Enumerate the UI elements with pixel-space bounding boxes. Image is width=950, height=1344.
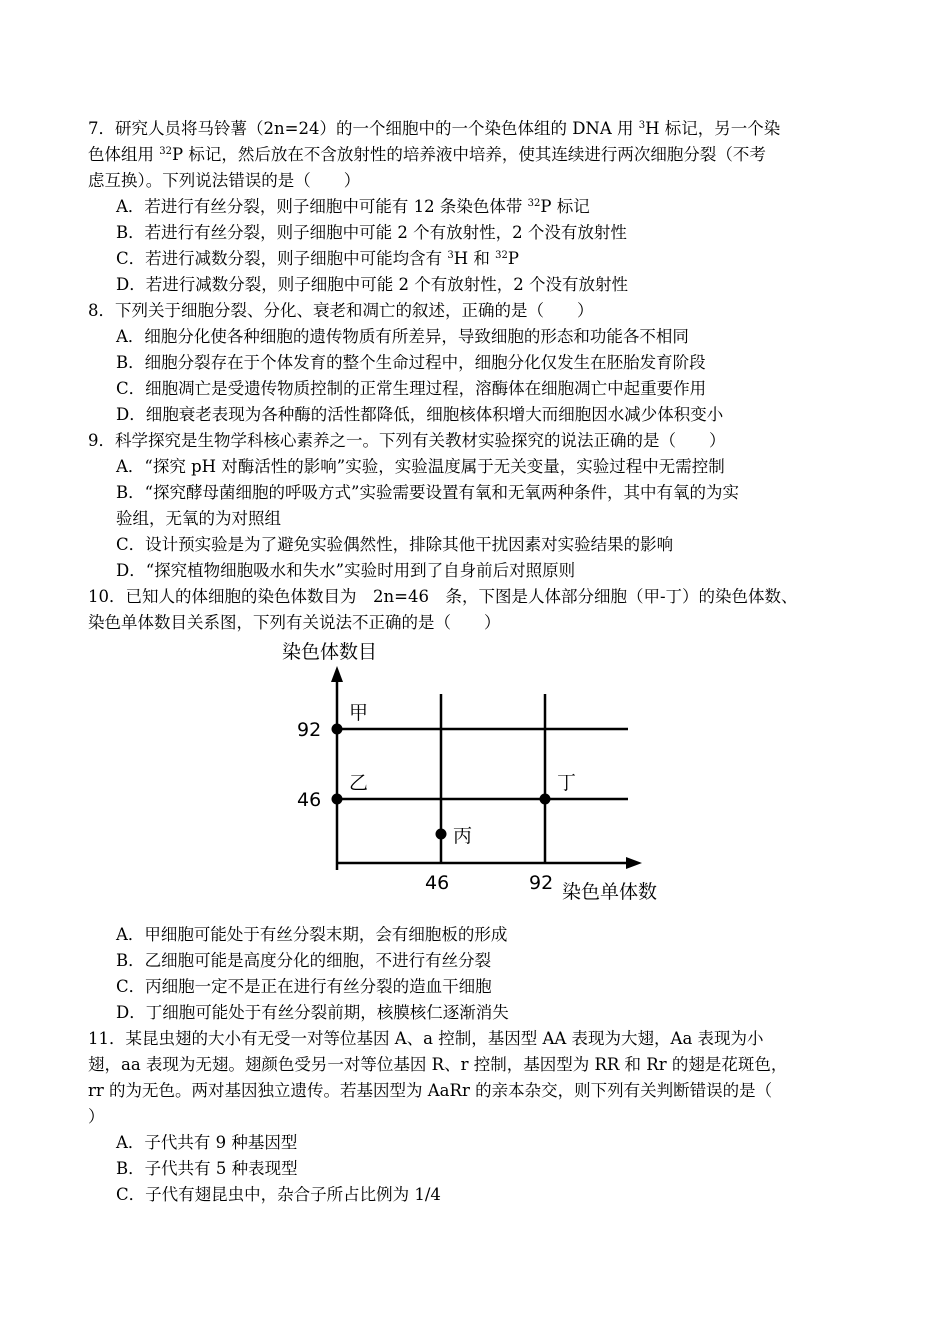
q10-option-a: A．甲细胞可能处于有丝分裂末期，会有细胞板的形成	[116, 925, 508, 944]
q10-option-c: C．丙细胞一定不是正在进行有丝分裂的造血干细胞	[116, 977, 492, 996]
q9-option-d: D．“探究植物细胞吸水和失水”实验时用到了自身前后对照原则	[116, 561, 576, 580]
q8-option-a: A．细胞分化使各种细胞的遗传物质有所差异，导致细胞的形态和功能各不相同	[116, 327, 689, 346]
q9-stem: 9．科学探究是生物学科核心素养之一。下列有关教材实验探究的说法正确的是（ ）	[88, 431, 726, 450]
q7-option-c: C．若进行减数分裂，则子细胞中可能均含有 $^3$H 和 $^{32}$P	[116, 249, 519, 268]
x-tick-46: 46	[425, 872, 450, 894]
chromosome-chart	[280, 636, 680, 906]
tick-labels	[297, 719, 553, 894]
grid-lines	[337, 694, 628, 863]
q7-option-b: B．若进行有丝分裂，则子细胞中可能 2 个有放射性，2 个没有放射性	[116, 223, 627, 242]
q11-stem-line2: 翅，aa 表现为无翅。翅颜色受另一对等位基因 R、r 控制，基因型为 RR 和 Rr 的翅是花斑色，	[88, 1055, 788, 1074]
q11-stem-line1: 11．某昆虫翅的大小有无受一对等位基因 A、a 控制，基因型 AA 表现为大翅，Aa 表现为小	[88, 1029, 764, 1048]
q11-option-a: A．子代共有 9 种基因型	[116, 1133, 298, 1152]
data-points	[332, 702, 577, 847]
q9-option-b-line2: 验组，无氧的为对照组	[116, 509, 281, 528]
y-tick-92: 92	[297, 719, 322, 741]
y-axis-arrow	[331, 666, 343, 682]
x-axis-label: 染色单体数	[562, 881, 658, 903]
q7-option-d: D．若进行减数分裂，则子细胞中可能 2 个有放射性，2 个没有放射性	[116, 275, 628, 294]
point-label-3: 丁	[557, 772, 577, 794]
q11-stem-line4: ）	[88, 1107, 105, 1126]
q8-option-d: D．细胞衰老表现为各种酶的活性都降低，细胞核体积增大而细胞因水减少体积变小	[116, 405, 724, 424]
q9-option-c: C．设计预实验是为了避免实验偶然性，排除其他干扰因素对实验结果的影响	[116, 535, 674, 554]
point-label-2: 丙	[453, 825, 473, 847]
q7-stem-line1: 7．研究人员将马铃薯（2n=24）的一个细胞中的一个染色体组的 DNA 用 $^3$H 标记，另一个染	[88, 119, 781, 138]
q10-option-b: B．乙细胞可能是高度分化的细胞，不进行有丝分裂	[116, 951, 492, 970]
point-1	[332, 794, 343, 805]
q11-option-b: B．子代共有 5 种表现型	[116, 1159, 298, 1178]
q9-option-a: A．“探究 pH 对酶活性的影响”实验，实验温度属于无关变量，实验过程中无需控制	[116, 457, 725, 476]
q7-option-a: A．若进行有丝分裂，则子细胞中可能有 12 条染色体带 $^{32}$P 标记	[116, 197, 590, 216]
q9-option-b-line1: B．“探究酵母菌细胞的呼吸方式”实验需要设置有氧和无氧两种条件，其中有氧的为实	[116, 483, 739, 502]
point-0	[332, 724, 343, 735]
x-tick-92: 92	[529, 872, 554, 894]
point-3	[540, 794, 551, 805]
q8-option-b: B．细胞分裂存在于个体发育的整个生命过程中，细胞分化仅发生在胚胎发育阶段	[116, 353, 706, 372]
point-2	[436, 829, 447, 840]
y-axis-label: 染色体数目	[282, 641, 378, 663]
y-tick-46: 46	[297, 789, 322, 811]
point-label-1: 乙	[349, 772, 369, 794]
q11-option-c: C．子代有翅昆虫中，杂合子所占比例为 1/4	[116, 1185, 441, 1204]
x-axis-arrow	[626, 857, 642, 869]
q8-stem: 8．下列关于细胞分裂、分化、衰老和凋亡的叙述，正确的是（ ）	[88, 301, 594, 320]
q10-option-d: D．丁细胞可能处于有丝分裂前期，核膜核仁逐渐消失	[116, 1003, 509, 1022]
q7-stem-line3: 虑互换）。下列说法错误的是（ ）	[88, 171, 361, 190]
q10-stem-line2: 染色单体数目关系图，下列有关说法不正确的是（ ）	[88, 613, 501, 632]
point-label-0: 甲	[349, 702, 369, 724]
q8-option-c: C．细胞凋亡是受遗传物质控制的正常生理过程，溶酶体在细胞凋亡中起重要作用	[116, 379, 707, 398]
q11-stem-line3: rr 的为无色。两对基因独立遗传。若基因型为 AaRr 的亲本杂交，则下列有关判断错误的是（	[88, 1081, 773, 1100]
q10-stem-line1: 10．已知人的体细胞的染色体数目为 2n=46 条，下图是人体部分细胞（甲-丁）的染色体数、	[88, 587, 798, 606]
q7-stem-line2: 色体组用 $^{32}$P 标记，然后放在不含放射性的培养液中培养，使其连续进行两次细胞分裂（不考	[88, 145, 766, 164]
